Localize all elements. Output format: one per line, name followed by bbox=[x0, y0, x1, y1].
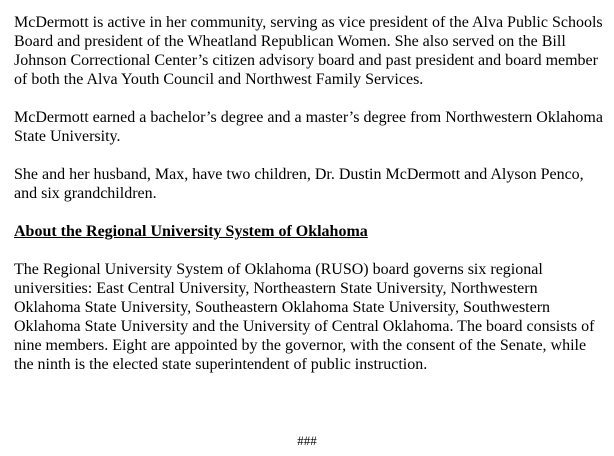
text-line: the ninth is the elected state superintendent of public instruction. bbox=[14, 356, 428, 373]
section-heading: About the Regional University System of Oklahoma bbox=[14, 223, 368, 240]
text-line: State University. bbox=[14, 128, 121, 145]
text-line: Johnson Correctional Center’s citizen advisory board and past president and board member bbox=[14, 52, 598, 69]
text-line: McDermott is active in her community, serving as vice president of the Alva Public Schools bbox=[14, 14, 603, 31]
text-line: universities: East Central University, Northeastern State University, Northwestern bbox=[14, 280, 538, 297]
text-line: She and her husband, Max, have two children, Dr. Dustin McDermott and Alyson Penco, bbox=[14, 166, 584, 183]
text-line: Oklahoma State University and the University of Central Oklahoma. The board consists of bbox=[14, 318, 595, 335]
section-heading-wrap bbox=[14, 222, 614, 241]
text-line: The Regional University System of Oklahoma (RUSO) board governs six regional bbox=[14, 261, 543, 278]
text-line: nine members. Eight are appointed by the governor, with the consent of the Senate, while bbox=[14, 337, 587, 354]
paragraph-community bbox=[14, 13, 614, 89]
paragraph-family bbox=[14, 165, 614, 203]
text-line: McDermott earned a bachelor’s degree and a master’s degree from Northwestern Oklahoma bbox=[14, 109, 603, 126]
end-mark: ### bbox=[297, 433, 317, 448]
paragraph-about-ruso bbox=[14, 260, 614, 374]
paragraph-education bbox=[14, 108, 614, 146]
text-line: of both the Alva Youth Council and Northwest Family Services. bbox=[14, 71, 424, 88]
text-line: Board and president of the Wheatland Republican Women. She also served on the Bill bbox=[14, 33, 566, 50]
text-line: Oklahoma State University, Southeastern Oklahoma State University, Southwestern bbox=[14, 299, 551, 316]
text-line: and six grandchildren. bbox=[14, 185, 157, 202]
